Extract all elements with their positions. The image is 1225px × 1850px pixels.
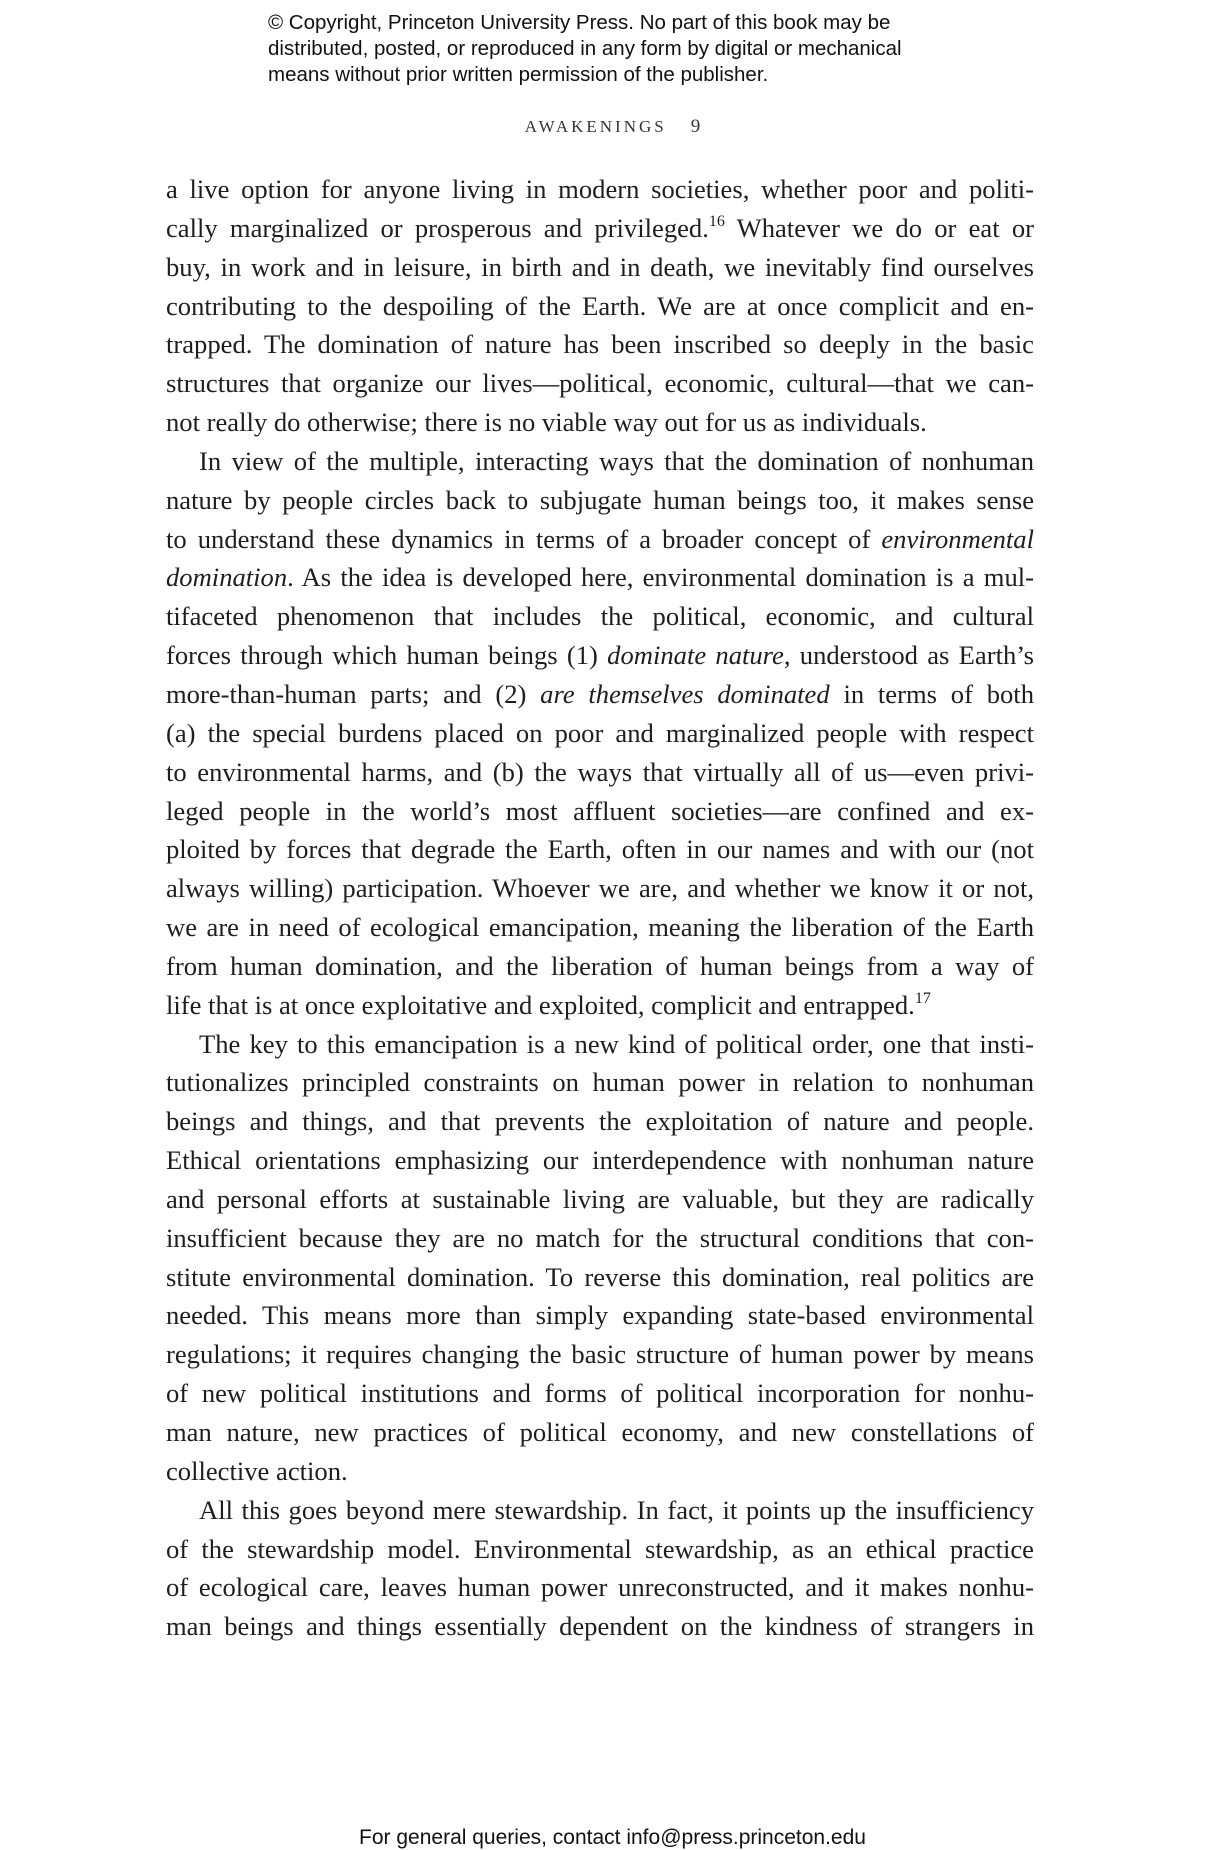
text-line: stitute environmental domination. To reverse this domination, real politics are xyxy=(166,1261,1034,1292)
text-line: ploited by forces that degrade the Earth, often in our names and with our (not xyxy=(166,834,1034,865)
text-line: contributing to the despoiling of the Earth. We are at once complicit and en- xyxy=(166,290,1034,321)
text-line: of new political institutions and forms of political incorporation for nonhu- xyxy=(166,1378,1034,1409)
footnote-ref: 17 xyxy=(914,989,931,1007)
text-line: In view of the multiple, interacting ways that the domination of nonhuman xyxy=(199,445,1034,476)
text-line: beings and things, and that prevents the exploitation of nature and people. xyxy=(166,1106,1034,1137)
copyright-notice xyxy=(268,10,1028,88)
footnote-ref: 16 xyxy=(708,212,725,230)
text-line: trapped. The domination of nature has been inscribed so deeply in the basic xyxy=(166,329,1034,360)
copyright-line: distributed, posted, or reproduced in any form by digital or mechanical xyxy=(268,37,902,60)
text-line: regulations; it requires changing the basic structure of human power by means xyxy=(166,1339,1034,1370)
text-line: buy, in work and in leisure, in birth and in death, we inevitably find ourselves xyxy=(166,251,1034,282)
text-line: to understand these dynamics in terms of a broader concept of environmental xyxy=(166,523,1034,554)
text-line: man nature, new practices of political economy, and new constellations of xyxy=(166,1417,1034,1447)
text-line: of the stewardship model. Environmental stewardship, as an ethical practice xyxy=(166,1533,1034,1564)
page-number: 9 xyxy=(690,116,701,137)
text-line: always willing) participation. Whoever we are, and whether we know it or not, xyxy=(166,873,1034,904)
text-line: needed. This means more than simply expanding state-based environmental xyxy=(166,1300,1034,1331)
text-line: The key to this emancipation is a new kind of political order, one that insti- xyxy=(199,1028,1034,1059)
text-line: tifaceted phenomenon that includes the political, economic, and cultural xyxy=(166,601,1034,632)
text-line: collective action. xyxy=(166,1455,348,1486)
footer-contact: For general queries, contact info@press.princeton.edu xyxy=(359,1826,866,1849)
text-line: Ethical orientations emphasizing our interdependence with nonhuman nature xyxy=(166,1145,1034,1176)
text-line: we are in need of ecological emancipation, meaning the liberation of the Earth xyxy=(166,912,1034,943)
text-line: tutionalizes principled constraints on human power in relation to nonhuman xyxy=(166,1067,1034,1098)
text-line: not really do otherwise; there is no viable way out for us as individuals. xyxy=(166,407,927,438)
text-line: a live option for anyone living in modern societies, whether poor and politi- xyxy=(166,174,1034,204)
text-line: All this goes beyond mere stewardship. In fact, it points up the insufficiency xyxy=(199,1494,1034,1525)
text-line: from human domination, and the liberation of human beings from a way of xyxy=(166,950,1034,981)
copyright-line: means without prior written permission of the publisher. xyxy=(268,63,769,86)
text-line: leged people in the world’s most affluent societies—are confined and ex- xyxy=(166,795,1034,826)
text-line: of ecological care, leaves human power unreconstructed, and it makes nonhu- xyxy=(166,1572,1034,1603)
text-line: domination. As the idea is developed here, environmental domination is a mul- xyxy=(166,562,1034,593)
text-line: insufficient because they are no match for the structural conditions that con- xyxy=(166,1222,1034,1253)
text-line: to environmental harms, and (b) the ways that virtually all of us—even privi- xyxy=(166,756,1034,787)
running-head xyxy=(0,116,1225,138)
text-line: forces through which human beings (1) dominate nature, understood as Earth’s xyxy=(166,640,1034,671)
text-line: (a) the special burdens placed on poor and marginalized people with respect xyxy=(166,717,1034,748)
text-line: life that is at once exploitative and exploited, complicit and entrapped.$^{17}$ xyxy=(166,989,931,1020)
text-line: more-than-human parts; and (2) are themselves dominated in terms of both xyxy=(166,678,1034,709)
text-line: nature by people circles back to subjugate human beings too, it makes sense xyxy=(166,484,1034,515)
text-line: man beings and things essentially dependent on the kindness of strangers in xyxy=(166,1611,1034,1642)
body-text xyxy=(166,170,1034,1646)
text-line: cally marginalized or prosperous and privileged.$^{16}$ Whatever we do or eat or xyxy=(166,212,1034,243)
chapter-title: AWAKENINGS xyxy=(524,117,667,136)
text-line: structures that organize our lives—political, economic, cultural—that we can- xyxy=(166,368,1034,399)
copyright-line: © Copyright, Princeton University Press. No part of this book may be xyxy=(268,11,891,34)
text-line: and personal efforts at sustainable living are valuable, but they are radically xyxy=(166,1183,1034,1214)
